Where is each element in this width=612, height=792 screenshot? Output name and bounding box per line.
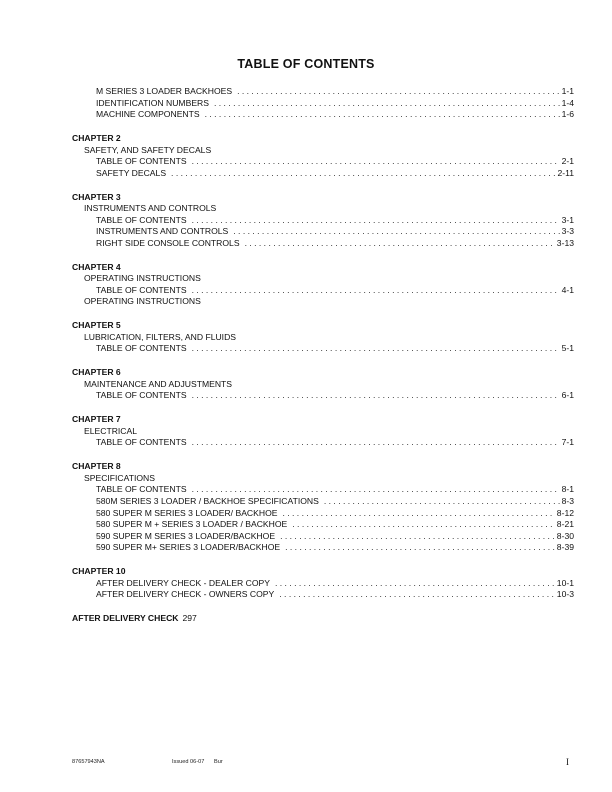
- toc-entry[interactable]: [72, 542, 574, 554]
- chapter-section-title: ELECTRICAL: [84, 425, 138, 436]
- toc-entry-page: 1-6: [561, 109, 574, 120]
- toc-entry-label: 580 SUPER M SERIES 3 LOADER/ BACKHOE: [96, 507, 278, 518]
- footer-doc-number: 87657943NA: [72, 759, 105, 765]
- toc-entry-label: TABLE OF CONTENTS: [96, 284, 187, 295]
- toc-entry[interactable]: [72, 109, 574, 121]
- chapter-section-title: SAFETY, AND SAFETY DECALS: [84, 144, 212, 155]
- toc-entry[interactable]: [72, 519, 574, 531]
- chapter-section-title: OPERATING INSTRUCTIONS: [84, 296, 201, 307]
- toc-entry-label: TABLE OF CONTENTS: [96, 484, 187, 495]
- toc-entry-page: 3-1: [561, 214, 574, 225]
- toc-entry[interactable]: [72, 484, 574, 496]
- toc-entry[interactable]: [72, 531, 574, 543]
- toc-entry-label: AFTER DELIVERY CHECK - OWNERS COPY: [96, 589, 275, 600]
- toc-leader-dots: [192, 215, 560, 227]
- toc-entry[interactable]: [72, 215, 574, 227]
- toc-leader-dots: [280, 531, 555, 543]
- footer-language: Bur: [214, 759, 223, 765]
- toc-leader-dots: [192, 484, 560, 496]
- toc-leader-dots: [192, 437, 560, 449]
- toc-entry-page: 10-1: [556, 577, 574, 588]
- toc-leader-dots: [192, 343, 560, 355]
- toc-leader-dots: [192, 156, 560, 168]
- toc-entry-page: 1-4: [561, 97, 574, 108]
- table-of-contents: [72, 86, 574, 625]
- toc-entry-label: IDENTIFICATION NUMBERS: [96, 97, 209, 108]
- toc-entry-label: 580M SERIES 3 LOADER / BACKHOE SPECIFICATIONS: [96, 495, 319, 506]
- toc-entry-label: 580 SUPER M + SERIES 3 LOADER / BACKHOE: [96, 519, 288, 530]
- toc-entry-label: M SERIES 3 LOADER BACKHOES: [96, 86, 233, 96]
- toc-leader-dots: [192, 390, 560, 402]
- toc-entry[interactable]: [72, 589, 574, 601]
- toc-leader-dots: [214, 98, 560, 110]
- footer-issued: Issued 06-07: [172, 759, 205, 765]
- toc-entry-page: 2-1: [561, 156, 574, 167]
- toc-leader-dots: [192, 285, 560, 297]
- final-entry[interactable]: [72, 613, 574, 625]
- chapter-heading: CHAPTER 5: [72, 320, 121, 331]
- toc-entry-page: 5-1: [561, 343, 574, 354]
- toc-entry-label: TABLE OF CONTENTS: [96, 437, 187, 448]
- toc-entry[interactable]: [72, 285, 574, 297]
- page-number: I: [566, 757, 569, 767]
- toc-entry-label: MACHINE COMPONENTS: [96, 109, 200, 120]
- toc-entry-page: 3-3: [561, 226, 574, 237]
- toc-entry[interactable]: [72, 86, 574, 98]
- toc-leader-dots: [237, 86, 559, 98]
- toc-entry-label: TABLE OF CONTENTS: [96, 390, 187, 401]
- toc-entry-label: RIGHT SIDE CONSOLE CONTROLS: [96, 237, 240, 248]
- toc-entry-page: 7-1: [561, 437, 574, 448]
- toc-entry-label: TABLE OF CONTENTS: [96, 343, 187, 354]
- toc-leader-dots: [233, 226, 559, 238]
- chapter-section-title: INSTRUMENTS AND CONTROLS: [84, 203, 217, 214]
- toc-entry-page: 8-12: [556, 507, 574, 518]
- toc-entry[interactable]: [72, 156, 574, 168]
- toc-entry[interactable]: [72, 578, 574, 590]
- chapter-section-title: SPECIFICATIONS: [84, 472, 155, 483]
- toc-leader-dots: [279, 589, 555, 601]
- toc-entry-page: 3-13: [556, 237, 574, 248]
- toc-entry[interactable]: [72, 168, 574, 180]
- toc-entry[interactable]: [72, 390, 574, 402]
- toc-entry[interactable]: [72, 508, 574, 520]
- chapter-heading: CHAPTER 10: [72, 566, 126, 577]
- chapter-heading: CHAPTER 3: [72, 191, 121, 202]
- toc-leader-dots: [292, 519, 555, 531]
- chapter-heading: CHAPTER 6: [72, 367, 121, 378]
- toc-leader-dots: [282, 508, 554, 520]
- toc-leader-dots: [275, 578, 555, 590]
- toc-entry[interactable]: [72, 343, 574, 355]
- toc-entry-page: 1-1: [561, 86, 574, 96]
- toc-entry-page: 8-3: [561, 495, 574, 506]
- page-title: TABLE OF CONTENTS: [237, 57, 375, 71]
- toc-entry-page: 6-1: [561, 390, 574, 401]
- final-entry-page: 297: [182, 613, 197, 624]
- toc-entry-label: 590 SUPER M SERIES 3 LOADER/BACKHOE: [96, 530, 276, 541]
- toc-leader-dots: [205, 109, 560, 121]
- toc-entry-page: 8-30: [556, 530, 574, 541]
- chapter-heading: CHAPTER 7: [72, 414, 121, 425]
- toc-leader-dots: [245, 238, 555, 250]
- toc-entry[interactable]: [72, 437, 574, 449]
- toc-entry-page: 8-1: [561, 484, 574, 495]
- toc-entry-label: TABLE OF CONTENTS: [96, 156, 187, 167]
- toc-entry-page: 2-11: [557, 167, 574, 178]
- toc-entry-label: 590 SUPER M+ SERIES 3 LOADER/BACKHOE: [96, 542, 281, 553]
- toc-entry[interactable]: [72, 226, 574, 238]
- toc-entry[interactable]: [72, 238, 574, 250]
- chapter-heading: CHAPTER 4: [72, 261, 121, 272]
- toc-leader-dots: [324, 496, 560, 508]
- toc-entry-label: TABLE OF CONTENTS: [96, 214, 187, 225]
- toc-entry-page: 10-3: [556, 589, 574, 600]
- toc-entry-label: SAFETY DECALS: [96, 167, 167, 178]
- toc-entry[interactable]: [72, 496, 574, 508]
- chapter-section-title: OPERATING INSTRUCTIONS: [84, 273, 201, 284]
- toc-entry[interactable]: [72, 98, 574, 110]
- toc-leader-dots: [171, 168, 555, 180]
- chapter-heading: CHAPTER 2: [72, 132, 121, 143]
- toc-leader-dots: [285, 542, 555, 554]
- toc-entry-page: 8-39: [556, 542, 574, 553]
- toc-entry-page: 8-21: [556, 519, 574, 530]
- toc-entry-page: 4-1: [561, 284, 574, 295]
- chapter-heading: CHAPTER 8: [72, 461, 121, 472]
- toc-entry-label: AFTER DELIVERY CHECK - DEALER COPY: [96, 577, 270, 588]
- final-entry-label: AFTER DELIVERY CHECK: [72, 613, 179, 624]
- chapter-section-title: MAINTENANCE AND ADJUSTMENTS: [84, 378, 233, 389]
- chapter-section-title: LUBRICATION, FILTERS, AND FLUIDS: [84, 331, 237, 342]
- toc-entry-label: INSTRUMENTS AND CONTROLS: [96, 226, 229, 237]
